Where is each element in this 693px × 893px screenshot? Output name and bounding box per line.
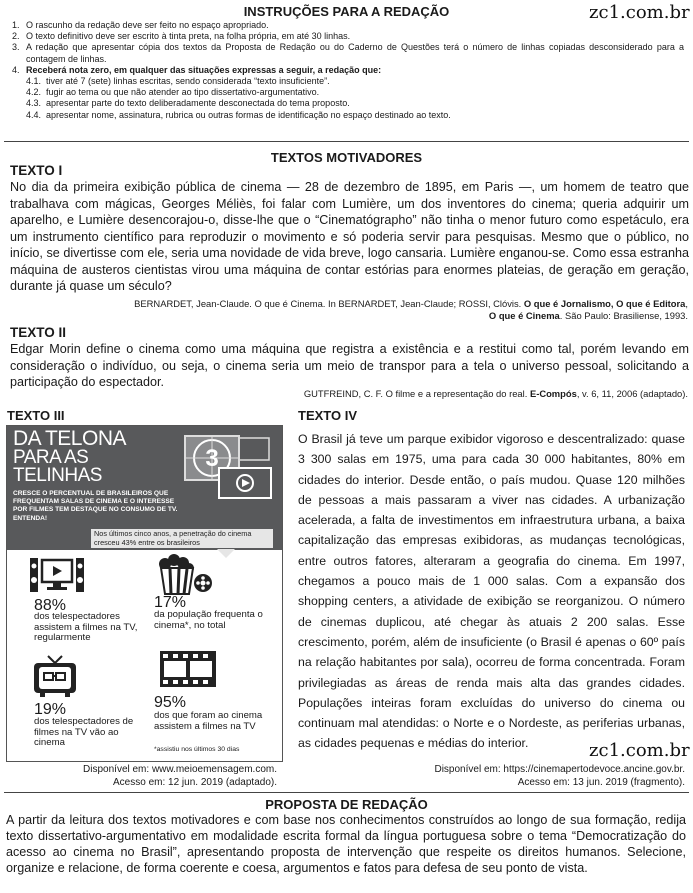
texto3-source: Disponível em: www.meioemensagem.com. Acesso em: 12 jun. 2019 (adaptado). [83, 764, 277, 788]
instructions-title: INSTRUÇÕES PARA A REDAÇÃO [243, 4, 450, 19]
film-countdown-icon [179, 430, 275, 502]
instruction-subitem: 4.2. fugir ao tema ou que não atender ao tipo dissertativo-argumentativo. [26, 87, 320, 98]
instruction-subitem: 4.1. tiver até 7 (sete) linhas escritas, sendo considerada “texto insuficiente”. [26, 76, 330, 87]
texto2-reference: GUTFREIND, C. F. O filme e a representação do real. E-Compós, v. 6, 11, 2006 (adaptado). [303, 388, 688, 399]
popcorn-film-icon [157, 554, 215, 596]
texto3-title: TEXTO III [7, 408, 65, 423]
texto4-source: Disponível em: https://cinemapertodevoce.ancine.gov.br. Acesso em: 13 jun. 2019 (fragmento). [434, 764, 685, 788]
stat-label: dos que foram ao cinema assistem a filmes na TV [154, 710, 263, 732]
stat-label: dos telespectadores de filmes na TV vão ao cinema [34, 716, 134, 749]
film-strip-icon [159, 650, 217, 688]
divider [4, 141, 689, 142]
infographic-heading: DA TELONA PARA AS TELINHAS [13, 427, 126, 486]
stat-label: da população frequenta o cinema*, no total [154, 609, 263, 631]
texto2-body: Edgar Morin define o cinema como uma máquina que registra a existência e a restitui como tal, porém levando em consideração o indivíduo, ou seja, o cinema seria um meio de transpor para a tela o universo pessoal, solicitando a participação do espectador. [10, 342, 689, 389]
watermark-top: zc1.com.br [589, 2, 690, 23]
instruction-subitem: 4.4. apresentar nome, assinatura, rubrica ou outras formas de identificação no espaço destinado ao texto. [26, 109, 451, 120]
proposal-body: A partir da leitura dos textos motivadores e com base nos conhecimentos construídos ao longo de sua formação, redija texto dissertativo-argumentativo em modalidade escrita formal da língua portuguesa sobre o tema “Democratização do acesso ao cinema no Brasil”, apresentando proposta de intervenção que respeite os direitos humanos. Selecione, organize e relacione, de forma coerente e coesa, argumentos e fatos para defesa de seu ponto de vista. [6, 813, 686, 875]
proposal-title: PROPOSTA DE REDAÇÃO [265, 797, 428, 812]
infographic-subtitle: CRESCE O PERCENTUAL DE BRASILEIROS QUE FREQUENTAM SALAS DE CINEMA E O INTERESSE POR FILMES TEM DESTAQUE NO CONSUMO DE TV. ENTENDA! [13, 490, 178, 522]
texto1-reference: BERNARDET, Jean-Claude. O que é Cinema. In BERNARDET, Jean-Claude; ROSSI, Clóvis. O que é Jornalismo, O que é Editora, O que é Cinema. São Paulo: Brasiliense, 1993. [134, 298, 688, 321]
stat-value: 88% [34, 597, 67, 614]
instruction-subitem: 4.3. apresentar parte do texto deliberadamente desconectada do tema proposto. [26, 98, 350, 109]
note-pointer [217, 549, 235, 558]
stat-value: 17% [154, 594, 187, 611]
texto4-title: TEXTO IV [298, 408, 357, 423]
tv-speakers-icon [29, 556, 85, 596]
instruction-item: 3. A redação que apresentar cópia dos textos da Proposta de Redação ou do Caderno de Questões terá o número de linhas copiadas desconsiderado para a contagem de linhas. [12, 42, 684, 64]
stat-value: 95% [154, 694, 187, 711]
instructions-list [12, 20, 684, 121]
texto1-title: TEXTO I [10, 163, 63, 178]
stat-label: dos telespectadores assistem a filmes na TV, regularmente [34, 611, 138, 644]
infographic-note: Nos últimos cinco anos, a penetração do cinema cresceu 43% entre os brasileiros [91, 529, 273, 548]
instruction-item: 2. O texto definitivo deve ser escrito à tinta preta, na folha própria, em até 30 linhas. [12, 31, 351, 42]
texto4-body: O Brasil já teve um parque exibidor vigoroso e descentralizado: quase 3 300 salas em 1975, uma para cada 30 000 habitantes, 80% em cidades do interior. Desde então, o país mudou. Quase 120 milhões de pessoas a mais passaram a viver nas cidades. A urbanização acelerada, a falta de investimentos em infraestrutura urbana, a baixa capitalização das empresas exibidoras, as mudanças tecnológicas, entre outros fatores, alteraram a geografia do cinema. Em 1997, chegamos a pouco mais de 1 000 salas. Com a expansão dos shopping centers, a atividade de exibição se reorganizou. O número de cinemas duplicou, até chegar às atuais 2 200 salas. Esse crescimento, porém, além de insuficiente (o Brasil é apenas o 60º país na relação habitantes por sala), ocorreu de forma concentrada. Foram privilegiadas as áreas de renda mais alta das grandes cidades. Populações inteiras foram excluídas do universo do cinema ou continuam mal atendidas: o Norte e o Nordeste, as periferias urbanas, as cidades pequenas e médias do interior. [298, 432, 685, 751]
infographic [6, 425, 283, 762]
divider [4, 792, 689, 793]
texto1-body: No dia da primeira exibição pública de cinema — 28 de dezembro de 1895, em Paris —, um homem de teatro que trabalhava com mágicas, Georges Méliès, foi falar com Lumière, um dos inventores do cinema; queria adquirir um aparelho, e Lumière desencorajou-o, disse-lhe que o “Cinematógrapho” não tinha o menor futuro como espetáculo, era um instrumento científico para reproduzir o movimento e só poderia servir para pesquisas. Mesmo que o público, no início, se divertisse com ele, seria uma novidade de vida breve, logo cansaria. Lumière enganou-se. Como essa estranha máquina de austeros cientistas virou uma máquina de contar estórias para enormes plateias, de geração em geração, durante já quase um século? [10, 180, 689, 293]
watermark-bottom: zc1.com.br [589, 740, 690, 761]
instruction-item: 4. Receberá nota zero, em qualquer das situações expressas a seguir, a redação que: [12, 64, 382, 75]
stat-value: 19% [34, 701, 67, 718]
instruction-item: 1. O rascunho da redação deve ser feito no espaço apropriado. [12, 20, 269, 30]
retro-tv-3d-glasses-icon [32, 654, 78, 698]
motivators-title: TEXTOS MOTIVADORES [270, 150, 423, 165]
countdown-number: 3 [205, 445, 219, 472]
texto2-title: TEXTO II [10, 325, 67, 340]
infographic-footnote: *assistiu nos últimos 30 dias [154, 746, 240, 753]
